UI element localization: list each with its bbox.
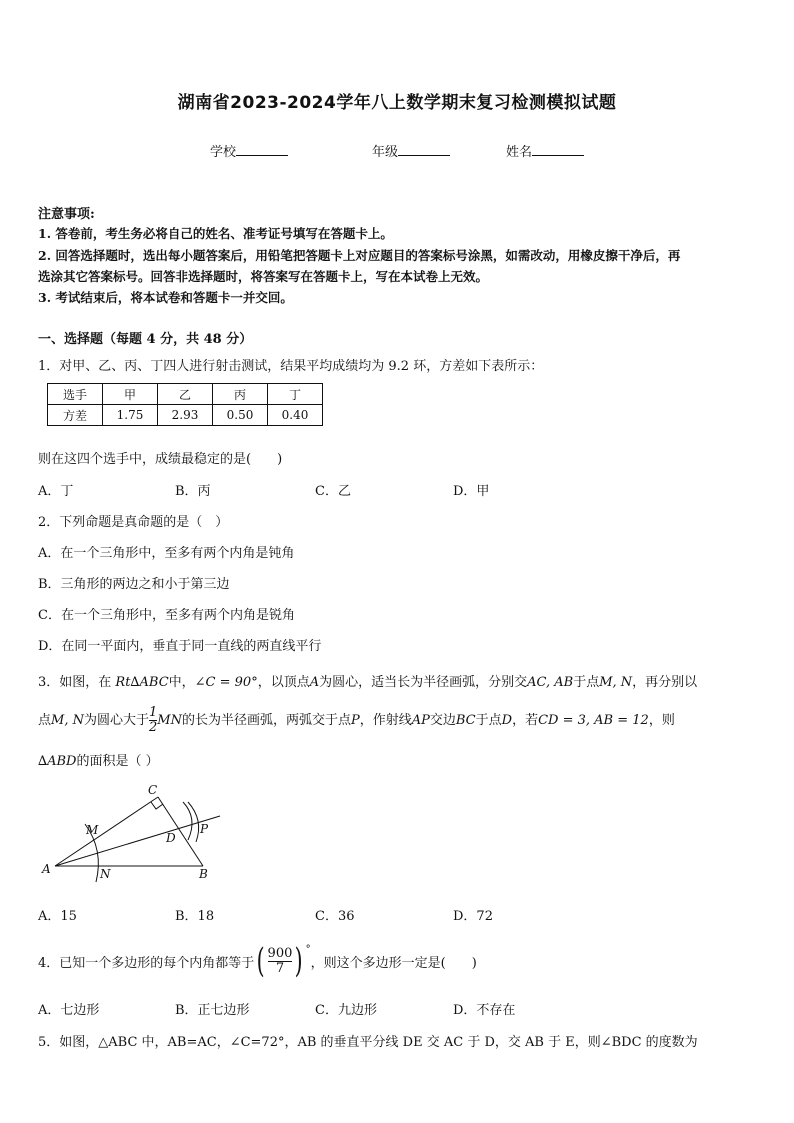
option-c: C．九边形 — [315, 1003, 377, 1018]
fraction-numerator: 900 — [267, 945, 293, 961]
notes-title: 注意事项: — [38, 207, 95, 222]
math: P — [350, 713, 360, 728]
triangle-figure — [38, 780, 238, 885]
fraction-numerator: 1 — [148, 705, 158, 720]
label-n: N — [100, 867, 111, 881]
math: M, N — [51, 713, 84, 728]
option-b: B．三角形的两边之和小于第三边 — [38, 577, 230, 592]
math: AP — [411, 713, 430, 728]
option-b: B．丙 — [175, 484, 211, 499]
option-d: D．不存在 — [453, 1003, 516, 1018]
math: A — [309, 675, 320, 690]
text: 中， — [168, 675, 195, 690]
math: M, N — [599, 675, 633, 690]
table-cell: 2.93 — [158, 405, 213, 426]
grade-label: 年级 — [372, 145, 399, 160]
question-3-line-1 — [38, 671, 697, 690]
text: 为圆心大于 — [83, 713, 149, 728]
text: 的面积是（ ） — [76, 754, 159, 769]
table-cell: 甲 — [103, 384, 158, 405]
question-2-stem: 2．下列命题是真命题的是（ ） — [38, 515, 229, 530]
right-angle-mark — [151, 802, 163, 809]
table-cell: 方差 — [48, 405, 103, 426]
option-a: A．七边形 — [38, 1003, 100, 1018]
text: 4．已知一个多边形的每个内角都等于 — [38, 955, 255, 971]
option-c: C．乙 — [315, 484, 351, 499]
option-a: A．丁 — [38, 484, 74, 499]
option-a: A．在一个三角形中，至多有两个内角是钝角 — [38, 546, 295, 561]
math: CD = 3, AB = 12 — [538, 713, 649, 728]
text: 3．如图，在 — [38, 675, 112, 690]
arc-p-1 — [183, 802, 192, 840]
table-cell: 1.75 — [103, 405, 158, 426]
option-c: C．36 — [315, 909, 355, 924]
label-d: D — [166, 831, 176, 845]
fraction — [268, 947, 293, 976]
grade-blank — [398, 144, 450, 156]
table-cell: 0.50 — [213, 405, 268, 426]
math: Rt∆ABC — [115, 675, 169, 690]
option-d: D．在同一平面内，垂直于同一直线的两直线平行 — [38, 639, 322, 654]
option-d: D．72 — [453, 909, 493, 924]
label-c: C — [148, 783, 158, 797]
math: MN — [157, 713, 182, 728]
ray-ap — [55, 816, 220, 866]
text: 为圆心，适当长为半径画弧，分别交 — [319, 675, 528, 690]
label-b: B — [199, 867, 208, 881]
page-title: 湖南省2023-2024学年八上数学期末复习检测模拟试题 — [177, 93, 617, 113]
text: 点 — [38, 713, 52, 728]
question-5-stem: 5．如图，△ABC 中，AB=AC，∠C=72°，AB 的垂直平分线 DE 交 AC 于 D，交 AB 于 E，则∠BDC 的度数为 — [38, 1035, 698, 1050]
option-b: B．18 — [175, 909, 215, 924]
math: BC — [455, 713, 476, 728]
text: ，若 — [512, 713, 539, 728]
math: ∆ABD — [38, 754, 77, 769]
degree-sign: ° — [305, 944, 311, 955]
segment-ac — [55, 797, 158, 866]
left-paren: ( — [256, 941, 265, 981]
option-c: C．在一个三角形中，至多有两个内角是锐角 — [38, 608, 295, 623]
fraction-denominator: 2 — [148, 720, 158, 735]
text: ，则 — [648, 713, 675, 728]
label-m: M — [86, 823, 99, 837]
math: D — [501, 713, 513, 728]
math: ∠C = 90° — [194, 675, 258, 690]
school-field — [210, 141, 288, 160]
right-paren: ) — [295, 941, 303, 981]
question-1-prompt: 则在这四个选手中，成绩最稳定的是( ) — [38, 452, 283, 467]
variance-table — [47, 383, 323, 426]
fraction-denominator: 7 — [275, 960, 285, 976]
text: ，则这个多边形一定是( ) — [310, 955, 477, 971]
grade-field — [372, 141, 450, 160]
option-d: D．甲 — [453, 484, 490, 499]
table-row — [48, 405, 323, 426]
note-item: 3. 考试结束后，将本试卷和答题卡一并交回。 — [38, 290, 293, 305]
note-item: 2. 回答选择题时，选出每小题答案后，用铅笔把答题卡上对应题目的答案标号涂黑，如需改动，用橡皮擦干净后，再 — [38, 248, 681, 263]
question-4-stem — [38, 940, 477, 982]
name-label: 姓名 — [506, 145, 533, 160]
label-p: P — [200, 822, 209, 836]
school-label: 学校 — [210, 145, 237, 160]
label-a: A — [42, 862, 51, 876]
table-cell: 丁 — [268, 384, 323, 405]
option-a: A．15 — [38, 909, 77, 924]
question-3-line-3 — [38, 750, 159, 769]
text: 交边 — [429, 713, 456, 728]
text: 于点 — [573, 675, 600, 690]
table-cell: 丙 — [213, 384, 268, 405]
table-cell: 0.40 — [268, 405, 323, 426]
table-cell: 选手 — [48, 384, 103, 405]
note-item: 1. 答卷前，考生务必将自己的姓名、准考证号填写在答题卡上。 — [38, 226, 393, 241]
option-b: B．正七边形 — [175, 1003, 250, 1018]
name-blank — [532, 144, 584, 156]
segment-cb — [158, 797, 203, 866]
question-1-stem: 1．对甲、乙、丙、丁四人进行射击测试，结果平均成绩均为 9.2 环，方差如下表所示： — [38, 359, 544, 374]
text: ，作射线 — [359, 713, 412, 728]
text: ，以顶点 — [257, 675, 310, 690]
school-blank — [236, 144, 288, 156]
section-heading: 一、选择题（每题 4 分，共 48 分） — [38, 332, 253, 347]
math: AC, AB — [527, 675, 574, 690]
fraction-900-7 — [254, 941, 311, 981]
text: ，再分别以 — [632, 675, 698, 690]
text: 的长为半径画弧，两弧交于点 — [181, 713, 351, 728]
note-item: 选涂其它答案标号。回答非选择题时，将答案写在答题卡上，写在本试卷上无效。 — [38, 269, 489, 284]
text: 于点 — [475, 713, 502, 728]
name-field — [506, 141, 584, 160]
table-header-row — [48, 384, 323, 405]
table-cell: 乙 — [158, 384, 213, 405]
question-3-line-2 — [38, 706, 675, 735]
